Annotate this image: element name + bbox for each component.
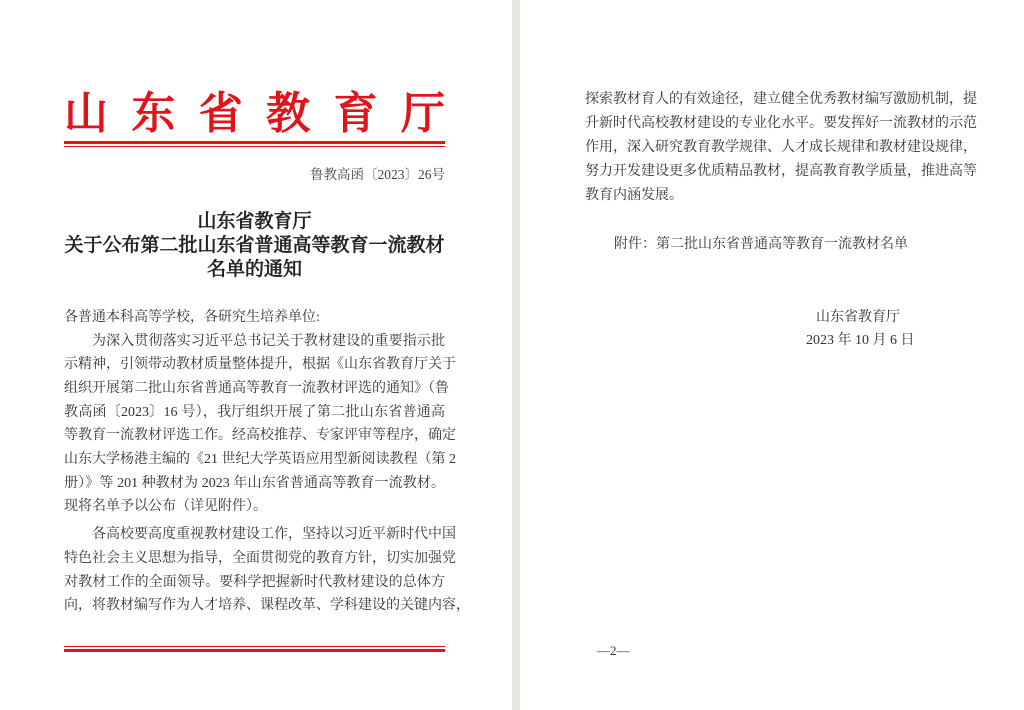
red-rule-thin [64, 146, 445, 147]
body-line: 努力开发建设更多优质精品教材，提高教育教学质量，推进高等 [585, 164, 977, 179]
title-line: 名单的通知 [206, 259, 302, 280]
body-line: 示精神，引领带动教材质量整体提升，根据《山东省教育厅关于 [64, 357, 456, 372]
body-line: 教高函〔2023〕16 号），我厅组织开展了第二批山东省普通高 [64, 405, 445, 420]
body-line: 册）》等 201 种教材为 2023 年山东省普通高等教育一流教材。 [64, 476, 445, 491]
document-page-2 [520, 0, 1024, 710]
body-line: 组织开展第二批山东省普通高等教育一流教材评选的通知》（鲁 [64, 381, 449, 396]
body-line: 山东大学杨港主编的《21 世纪大学英语应用型新阅读教程（第 2 [64, 452, 456, 467]
page-number: —2— [597, 643, 630, 658]
title-line: 关于公布第二批山东省普通高等教育一流教材 [64, 235, 445, 256]
masthead [64, 88, 445, 140]
attachment-note: 附件：第二批山东省普通高等教育一流教材名单 [614, 237, 908, 252]
signature-org: 山东省教育厅 [816, 310, 900, 325]
salutation: 各普通本科高等学校，各研究生培养单位: [64, 310, 320, 325]
body-line: 特色社会主义思想为指导，全面贯彻党的教育方针，切实加强党 [64, 551, 456, 566]
body-line: 等教育一流教材评选工作。经高校推荐、专家评审等程序，确定 [64, 428, 456, 443]
masthead-char: 山 [64, 89, 108, 138]
footer-red-rule-thin [64, 646, 445, 647]
masthead-char: 教 [266, 89, 311, 138]
masthead-char: 厅 [400, 89, 445, 138]
body-line: 向，将教材编写作为人才培养、课程改革、学科建设的关键内容， [64, 598, 470, 613]
document-number: 鲁教高函〔2023〕26号 [310, 167, 445, 182]
body-line: 现将名单予以公布（详见附件）。 [64, 499, 267, 514]
body-line: 升新时代高校教材建设的专业化水平。要发挥好一流教材的示范 [585, 116, 977, 131]
body-line: 作用，深入研究教育教学规律、人才成长规律和教材建设规律， [585, 140, 977, 155]
body-line: 对教材工作的全面领导。要科学把握新时代教材建设的总体方 [64, 575, 445, 590]
red-rule-thick [64, 141, 445, 144]
masthead-char: 东 [131, 89, 176, 138]
body-line: 各高校要高度重视教材建设工作，坚持以习近平新时代中国 [92, 527, 456, 542]
body-line: 为深入贯彻落实习近平总书记关于教材建设的重要指示批 [92, 334, 445, 349]
title-line: 山东省教育厅 [197, 211, 312, 232]
body-line: 探索教材育人的有效途径，建立健全优秀教材编写激励机制，提 [585, 92, 977, 107]
masthead-char: 育 [333, 89, 378, 138]
footer-red-rule-thick [64, 649, 445, 652]
masthead-char: 省 [198, 89, 243, 138]
body-line: 教育内涵发展。 [585, 188, 683, 203]
signature-date: 2023 年 10 月 6 日 [806, 333, 915, 348]
